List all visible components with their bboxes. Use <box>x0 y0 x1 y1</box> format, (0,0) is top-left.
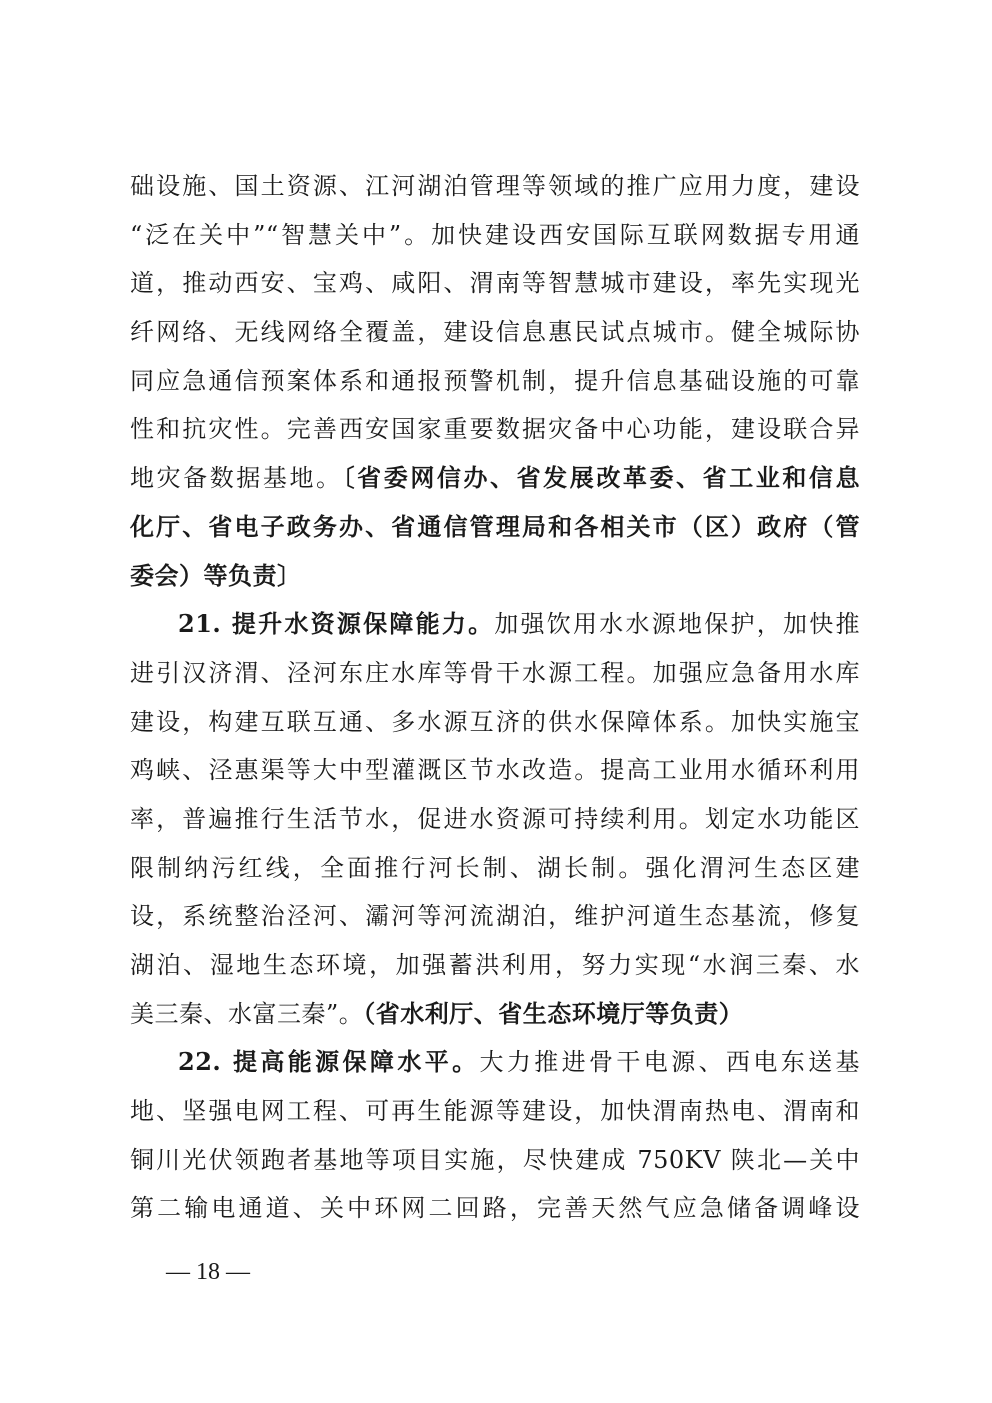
text-line: 性和抗灾性。完善西安国家重要数据灾备中心功能，建设联合异 <box>130 415 860 444</box>
body-text <box>130 162 860 1233</box>
text-segment: 美三秦、水富三秦”。 <box>130 999 364 1028</box>
text-segment: 地灾备数据基地。 <box>130 464 343 493</box>
text-line: 地、坚强电网工程、可再生能源等建设，加快渭南热电、渭南和 <box>130 1097 860 1126</box>
section-heading-22: 22. 提高能源保障水平。 <box>178 1047 480 1077</box>
text-line: 设，系统整治泾河、灞河等河流湖泊，维护河道生态基流，修复 <box>130 902 860 931</box>
paragraph-22-start <box>130 1038 860 1087</box>
responsible-units-line: 化厅、省电子政务办、省通信管理局和各相关市（区）政府（管 <box>130 511 860 541</box>
text-segment: 加强饮用水水源地保护，加快推 <box>494 610 861 639</box>
text-line <box>130 990 860 1039</box>
responsible-units: 〔省委网信办、省发展改革委、省工业和信息 <box>342 463 860 493</box>
text-line: 同应急通信预案体系和通报预警机制，提升信息基础设施的可靠 <box>130 366 860 395</box>
text-line: 纤网络、无线网络全覆盖，建设信息惠民试点城市。健全城际协 <box>130 318 860 347</box>
text-line: 铜川光伏领跑者基地等项目实施，尽快建成 750KV 陕北—关中 <box>130 1145 860 1174</box>
text-line: 率，普遍推行生活节水，促进水资源可持续利用。划定水功能区 <box>130 804 860 833</box>
page-number: — 18 — <box>166 1259 250 1285</box>
text-line: 第二输电通道、关中环网二回路，完善天然气应急储备调峰设 <box>130 1194 860 1223</box>
text-line: 道，推动西安、宝鸡、咸阳、渭南等智慧城市建设，率先实现光 <box>130 269 860 298</box>
text-line: 限制纳污红线，全面推行河长制、湖长制。强化渭河生态区建 <box>130 853 860 882</box>
text-line: 进引汉济渭、泾河东庄水库等骨干水源工程。加强应急备用水库 <box>130 658 860 687</box>
text-segment: 大力推进骨干电源、西电东送基 <box>479 1048 861 1077</box>
text-line: 础设施、国土资源、江河湖泊管理等领域的推广应用力度，建设 <box>130 172 860 200</box>
text-line: 湖泊、湿地生态环境，加强蓄洪利用，努力实现“水润三秦、水 <box>130 951 860 979</box>
text-line: 建设，构建互联互通、多水源互济的供水保障体系。加快实施宝 <box>130 707 860 736</box>
section-heading-21: 21. 提升水资源保障能力。 <box>178 609 495 639</box>
responsible-units-line: 委会）等负责〕 <box>130 560 302 590</box>
text-line: 鸡峡、泾惠渠等大中型灌溉区节水改造。提高工业用水循环利用 <box>130 756 860 785</box>
text-line: “泛在关中”“智慧关中”。加快建设西安国际互联网数据专用通 <box>130 220 860 249</box>
responsible-units: （省水利厅、省生态环境厅等负责） <box>363 998 744 1028</box>
paragraph-21-start <box>130 600 860 649</box>
text-line <box>130 454 860 503</box>
